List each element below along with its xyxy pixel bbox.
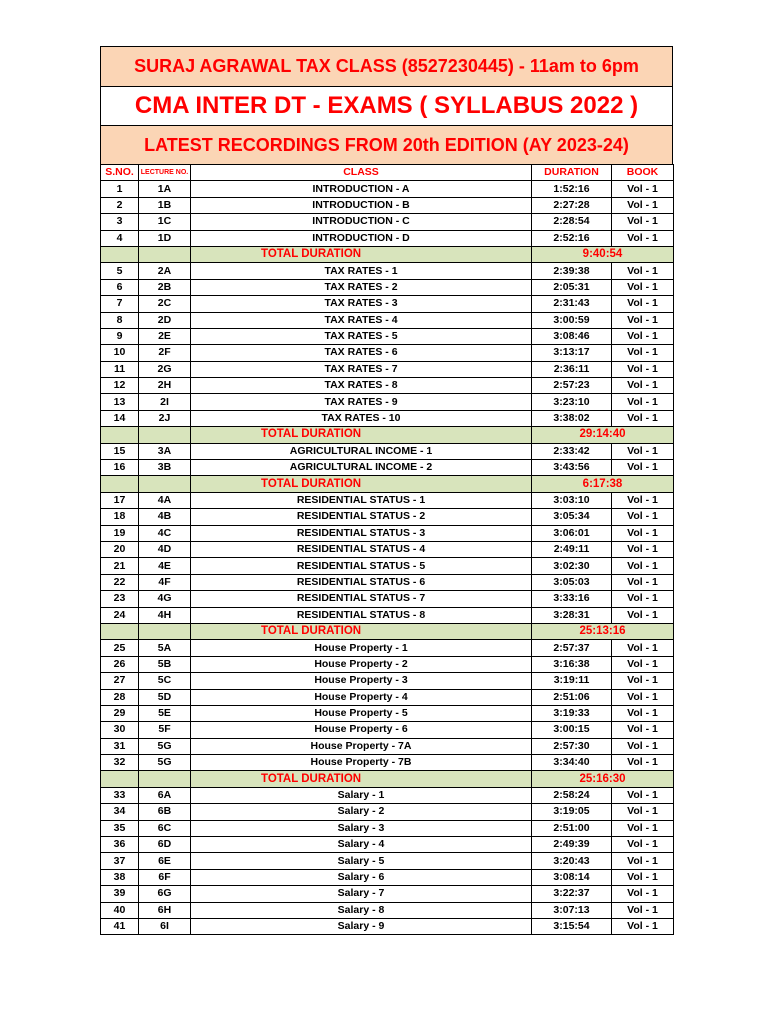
table-row	[101, 918, 674, 934]
table-row	[101, 591, 674, 607]
table-row	[101, 640, 674, 656]
cell-duration: 2:57:23	[532, 378, 612, 394]
cell-class: Salary - 4	[191, 837, 532, 853]
cell-book: Vol - 1	[612, 853, 674, 869]
cell-book: Vol - 1	[612, 722, 674, 738]
total-duration-row	[101, 427, 674, 443]
cell-class: House Property - 3	[191, 673, 532, 689]
cell-sno: 3	[101, 214, 139, 230]
total-duration-label: TOTAL DURATION	[191, 427, 532, 443]
total-duration-label: TOTAL DURATION	[191, 771, 532, 787]
total-spacer	[101, 771, 139, 787]
cell-lecture-no: 4C	[139, 525, 191, 541]
cell-duration: 2:36:11	[532, 361, 612, 377]
cell-duration: 3:00:15	[532, 722, 612, 738]
cell-duration: 2:51:06	[532, 689, 612, 705]
total-duration-value: 6:17:38	[532, 476, 674, 492]
total-duration-value: 25:16:30	[532, 771, 674, 787]
cell-sno: 31	[101, 738, 139, 754]
cell-duration: 2:28:54	[532, 214, 612, 230]
cell-duration: 2:05:31	[532, 279, 612, 295]
cell-lecture-no: 6B	[139, 804, 191, 820]
total-duration-row	[101, 623, 674, 639]
cell-sno: 25	[101, 640, 139, 656]
cell-duration: 3:28:31	[532, 607, 612, 623]
cell-lecture-no: 2I	[139, 394, 191, 410]
cell-lecture-no: 1D	[139, 230, 191, 246]
cell-sno: 5	[101, 263, 139, 279]
cell-lecture-no: 4B	[139, 509, 191, 525]
cell-duration: 3:03:10	[532, 492, 612, 508]
cell-class: TAX RATES - 10	[191, 410, 532, 426]
cell-class: TAX RATES - 3	[191, 296, 532, 312]
cell-book: Vol - 1	[612, 558, 674, 574]
cell-lecture-no: 5G	[139, 755, 191, 771]
cell-class: INTRODUCTION - A	[191, 181, 532, 197]
cell-book: Vol - 1	[612, 279, 674, 295]
table-row	[101, 738, 674, 754]
cell-lecture-no: 4D	[139, 541, 191, 557]
lecture-table	[100, 164, 674, 935]
cell-sno: 22	[101, 574, 139, 590]
recordings-subtitle: LATEST RECORDINGS FROM 20th EDITION (AY 2023-24)	[100, 125, 673, 164]
cell-book: Vol - 1	[612, 410, 674, 426]
cell-sno: 32	[101, 755, 139, 771]
cell-duration: 3:38:02	[532, 410, 612, 426]
cell-duration: 3:19:05	[532, 804, 612, 820]
cell-book: Vol - 1	[612, 574, 674, 590]
total-spacer	[101, 476, 139, 492]
cell-lecture-no: 2E	[139, 328, 191, 344]
cell-class: AGRICULTURAL INCOME - 2	[191, 460, 532, 476]
cell-duration: 2:33:42	[532, 443, 612, 459]
cell-duration: 2:51:00	[532, 820, 612, 836]
table-row	[101, 312, 674, 328]
cell-book: Vol - 1	[612, 902, 674, 918]
total-spacer	[101, 427, 139, 443]
cell-duration: 3:43:56	[532, 460, 612, 476]
cell-sno: 17	[101, 492, 139, 508]
table-row	[101, 345, 674, 361]
cell-duration: 3:05:34	[532, 509, 612, 525]
cell-class: RESIDENTIAL STATUS - 7	[191, 591, 532, 607]
cell-class: Salary - 5	[191, 853, 532, 869]
cell-duration: 3:34:40	[532, 755, 612, 771]
cell-book: Vol - 1	[612, 181, 674, 197]
table-row	[101, 410, 674, 426]
col-book: BOOK	[612, 165, 674, 181]
total-spacer	[101, 246, 139, 262]
cell-duration: 2:49:11	[532, 541, 612, 557]
cell-sno: 35	[101, 820, 139, 836]
cell-sno: 16	[101, 460, 139, 476]
cell-duration: 2:49:39	[532, 837, 612, 853]
cell-sno: 26	[101, 656, 139, 672]
cell-class: House Property - 4	[191, 689, 532, 705]
cell-duration: 3:23:10	[532, 394, 612, 410]
cell-class: RESIDENTIAL STATUS - 5	[191, 558, 532, 574]
cell-lecture-no: 2C	[139, 296, 191, 312]
cell-book: Vol - 1	[612, 837, 674, 853]
cell-duration: 3:16:38	[532, 656, 612, 672]
cell-class: RESIDENTIAL STATUS - 1	[191, 492, 532, 508]
table-row	[101, 328, 674, 344]
cell-lecture-no: 5F	[139, 722, 191, 738]
cell-class: TAX RATES - 8	[191, 378, 532, 394]
table-row	[101, 279, 674, 295]
cell-lecture-no: 3A	[139, 443, 191, 459]
total-spacer	[139, 771, 191, 787]
cell-class: TAX RATES - 6	[191, 345, 532, 361]
cell-book: Vol - 1	[612, 755, 674, 771]
cell-duration: 1:52:16	[532, 181, 612, 197]
total-spacer	[139, 476, 191, 492]
cell-lecture-no: 1C	[139, 214, 191, 230]
cell-class: Salary - 7	[191, 886, 532, 902]
table-row	[101, 492, 674, 508]
cell-duration: 3:05:03	[532, 574, 612, 590]
cell-sno: 2	[101, 197, 139, 213]
cell-duration: 2:57:30	[532, 738, 612, 754]
col-class: CLASS	[191, 165, 532, 181]
table-row	[101, 869, 674, 885]
table-row	[101, 460, 674, 476]
cell-class: INTRODUCTION - D	[191, 230, 532, 246]
cell-sno: 37	[101, 853, 139, 869]
cell-class: Salary - 9	[191, 918, 532, 934]
total-duration-value: 29:14:40	[532, 427, 674, 443]
col-duration: DURATION	[532, 165, 612, 181]
cell-duration: 3:08:46	[532, 328, 612, 344]
cell-sno: 13	[101, 394, 139, 410]
cell-class: Salary - 6	[191, 869, 532, 885]
total-duration-label: TOTAL DURATION	[191, 476, 532, 492]
cell-class: House Property - 2	[191, 656, 532, 672]
cell-lecture-no: 2J	[139, 410, 191, 426]
table-row	[101, 558, 674, 574]
table-row	[101, 755, 674, 771]
cell-class: TAX RATES - 1	[191, 263, 532, 279]
cell-lecture-no: 5G	[139, 738, 191, 754]
cell-book: Vol - 1	[612, 492, 674, 508]
table-row	[101, 197, 674, 213]
cell-class: RESIDENTIAL STATUS - 4	[191, 541, 532, 557]
cell-lecture-no: 5C	[139, 673, 191, 689]
table-row	[101, 181, 674, 197]
cell-book: Vol - 1	[612, 918, 674, 934]
table-row	[101, 296, 674, 312]
cell-sno: 33	[101, 787, 139, 803]
cell-sno: 30	[101, 722, 139, 738]
cell-class: INTRODUCTION - B	[191, 197, 532, 213]
column-header-row	[101, 165, 674, 181]
cell-duration: 3:19:33	[532, 705, 612, 721]
table-row	[101, 230, 674, 246]
lecture-rows	[101, 181, 674, 935]
cell-sno: 39	[101, 886, 139, 902]
cell-duration: 2:27:28	[532, 197, 612, 213]
cell-class: RESIDENTIAL STATUS - 3	[191, 525, 532, 541]
cell-lecture-no: 4E	[139, 558, 191, 574]
cell-sno: 4	[101, 230, 139, 246]
table-row	[101, 902, 674, 918]
table-row	[101, 820, 674, 836]
cell-book: Vol - 1	[612, 361, 674, 377]
cell-class: TAX RATES - 2	[191, 279, 532, 295]
cell-book: Vol - 1	[612, 689, 674, 705]
table-row	[101, 787, 674, 803]
table-row	[101, 214, 674, 230]
table-row	[101, 886, 674, 902]
cell-class: Salary - 8	[191, 902, 532, 918]
cell-duration: 3:00:59	[532, 312, 612, 328]
cell-duration: 2:57:37	[532, 640, 612, 656]
cell-sno: 14	[101, 410, 139, 426]
table-row	[101, 722, 674, 738]
cell-duration: 3:15:54	[532, 918, 612, 934]
cell-duration: 3:20:43	[532, 853, 612, 869]
cell-duration: 2:31:43	[532, 296, 612, 312]
cell-lecture-no: 6I	[139, 918, 191, 934]
cell-book: Vol - 1	[612, 705, 674, 721]
cell-duration: 3:33:16	[532, 591, 612, 607]
total-duration-row	[101, 246, 674, 262]
cell-book: Vol - 1	[612, 263, 674, 279]
total-duration-value: 9:40:54	[532, 246, 674, 262]
table-row	[101, 378, 674, 394]
cell-sno: 29	[101, 705, 139, 721]
total-spacer	[101, 623, 139, 639]
lecture-sheet	[100, 46, 673, 935]
cell-sno: 40	[101, 902, 139, 918]
cell-duration: 3:19:11	[532, 673, 612, 689]
cell-lecture-no: 2D	[139, 312, 191, 328]
cell-class: AGRICULTURAL INCOME - 1	[191, 443, 532, 459]
cell-sno: 21	[101, 558, 139, 574]
cell-book: Vol - 1	[612, 820, 674, 836]
cell-sno: 7	[101, 296, 139, 312]
cell-lecture-no: 6A	[139, 787, 191, 803]
cell-duration: 2:52:16	[532, 230, 612, 246]
cell-class: TAX RATES - 9	[191, 394, 532, 410]
cell-lecture-no: 2H	[139, 378, 191, 394]
table-row	[101, 804, 674, 820]
table-row	[101, 509, 674, 525]
cell-duration: 3:22:37	[532, 886, 612, 902]
cell-lecture-no: 2G	[139, 361, 191, 377]
cell-sno: 38	[101, 869, 139, 885]
cell-book: Vol - 1	[612, 312, 674, 328]
cell-lecture-no: 4H	[139, 607, 191, 623]
total-duration-label: TOTAL DURATION	[191, 246, 532, 262]
total-duration-row	[101, 771, 674, 787]
cell-class: House Property - 6	[191, 722, 532, 738]
cell-sno: 23	[101, 591, 139, 607]
table-row	[101, 673, 674, 689]
cell-class: Salary - 3	[191, 820, 532, 836]
cell-lecture-no: 4G	[139, 591, 191, 607]
cell-sno: 10	[101, 345, 139, 361]
total-spacer	[139, 246, 191, 262]
cell-book: Vol - 1	[612, 328, 674, 344]
cell-book: Vol - 1	[612, 591, 674, 607]
cell-lecture-no: 4A	[139, 492, 191, 508]
table-row	[101, 853, 674, 869]
cell-lecture-no: 6D	[139, 837, 191, 853]
cell-book: Vol - 1	[612, 607, 674, 623]
cell-duration: 3:07:13	[532, 902, 612, 918]
cell-sno: 20	[101, 541, 139, 557]
cell-book: Vol - 1	[612, 509, 674, 525]
table-row	[101, 607, 674, 623]
cell-class: House Property - 7B	[191, 755, 532, 771]
cell-lecture-no: 5D	[139, 689, 191, 705]
cell-sno: 36	[101, 837, 139, 853]
table-row	[101, 541, 674, 557]
cell-book: Vol - 1	[612, 214, 674, 230]
cell-book: Vol - 1	[612, 787, 674, 803]
cell-duration: 2:58:24	[532, 787, 612, 803]
cell-class: RESIDENTIAL STATUS - 2	[191, 509, 532, 525]
cell-book: Vol - 1	[612, 394, 674, 410]
cell-class: House Property - 5	[191, 705, 532, 721]
cell-lecture-no: 1B	[139, 197, 191, 213]
table-row	[101, 574, 674, 590]
cell-sno: 27	[101, 673, 139, 689]
cell-class: TAX RATES - 7	[191, 361, 532, 377]
cell-lecture-no: 1A	[139, 181, 191, 197]
cell-class: House Property - 7A	[191, 738, 532, 754]
cell-book: Vol - 1	[612, 460, 674, 476]
cell-lecture-no: 5B	[139, 656, 191, 672]
cell-book: Vol - 1	[612, 886, 674, 902]
cell-lecture-no: 6C	[139, 820, 191, 836]
cell-sno: 1	[101, 181, 139, 197]
cell-class: Salary - 2	[191, 804, 532, 820]
cell-book: Vol - 1	[612, 656, 674, 672]
cell-lecture-no: 2A	[139, 263, 191, 279]
cell-sno: 19	[101, 525, 139, 541]
table-row	[101, 525, 674, 541]
cell-duration: 3:02:30	[532, 558, 612, 574]
cell-book: Vol - 1	[612, 378, 674, 394]
cell-class: TAX RATES - 4	[191, 312, 532, 328]
cell-lecture-no: 2B	[139, 279, 191, 295]
cell-sno: 24	[101, 607, 139, 623]
cell-lecture-no: 5A	[139, 640, 191, 656]
cell-sno: 9	[101, 328, 139, 344]
cell-class: INTRODUCTION - C	[191, 214, 532, 230]
cell-sno: 6	[101, 279, 139, 295]
cell-lecture-no: 6G	[139, 886, 191, 902]
cell-class: RESIDENTIAL STATUS - 8	[191, 607, 532, 623]
cell-lecture-no: 2F	[139, 345, 191, 361]
table-row	[101, 656, 674, 672]
cell-book: Vol - 1	[612, 541, 674, 557]
cell-book: Vol - 1	[612, 640, 674, 656]
cell-book: Vol - 1	[612, 673, 674, 689]
total-duration-row	[101, 476, 674, 492]
cell-lecture-no: 6E	[139, 853, 191, 869]
cell-book: Vol - 1	[612, 525, 674, 541]
cell-book: Vol - 1	[612, 869, 674, 885]
cell-book: Vol - 1	[612, 345, 674, 361]
cell-book: Vol - 1	[612, 296, 674, 312]
col-sno: S.NO.	[101, 165, 139, 181]
table-row	[101, 705, 674, 721]
col-lecture-no: LECTURE NO.	[139, 165, 191, 181]
cell-sno: 41	[101, 918, 139, 934]
cell-lecture-no: 5E	[139, 705, 191, 721]
table-row	[101, 443, 674, 459]
course-title: CMA INTER DT - EXAMS ( SYLLABUS 2022 )	[100, 86, 673, 125]
table-row	[101, 394, 674, 410]
total-spacer	[139, 623, 191, 639]
cell-lecture-no: 3B	[139, 460, 191, 476]
cell-class: TAX RATES - 5	[191, 328, 532, 344]
total-spacer	[139, 427, 191, 443]
total-duration-value: 25:13:16	[532, 623, 674, 639]
cell-duration: 3:08:14	[532, 869, 612, 885]
cell-sno: 15	[101, 443, 139, 459]
table-row	[101, 689, 674, 705]
cell-lecture-no: 6F	[139, 869, 191, 885]
cell-duration: 3:13:17	[532, 345, 612, 361]
cell-lecture-no: 6H	[139, 902, 191, 918]
cell-book: Vol - 1	[612, 443, 674, 459]
cell-class: RESIDENTIAL STATUS - 6	[191, 574, 532, 590]
cell-class: House Property - 1	[191, 640, 532, 656]
cell-sno: 12	[101, 378, 139, 394]
table-row	[101, 263, 674, 279]
cell-class: Salary - 1	[191, 787, 532, 803]
cell-sno: 8	[101, 312, 139, 328]
cell-book: Vol - 1	[612, 738, 674, 754]
cell-sno: 28	[101, 689, 139, 705]
class-contact-title: SURAJ AGRAWAL TAX CLASS (8527230445) - 11am to 6pm	[100, 46, 673, 86]
cell-book: Vol - 1	[612, 197, 674, 213]
cell-book: Vol - 1	[612, 804, 674, 820]
total-duration-label: TOTAL DURATION	[191, 623, 532, 639]
cell-sno: 18	[101, 509, 139, 525]
table-row	[101, 361, 674, 377]
table-row	[101, 837, 674, 853]
cell-book: Vol - 1	[612, 230, 674, 246]
cell-lecture-no: 4F	[139, 574, 191, 590]
cell-duration: 3:06:01	[532, 525, 612, 541]
cell-duration: 2:39:38	[532, 263, 612, 279]
cell-sno: 34	[101, 804, 139, 820]
cell-sno: 11	[101, 361, 139, 377]
